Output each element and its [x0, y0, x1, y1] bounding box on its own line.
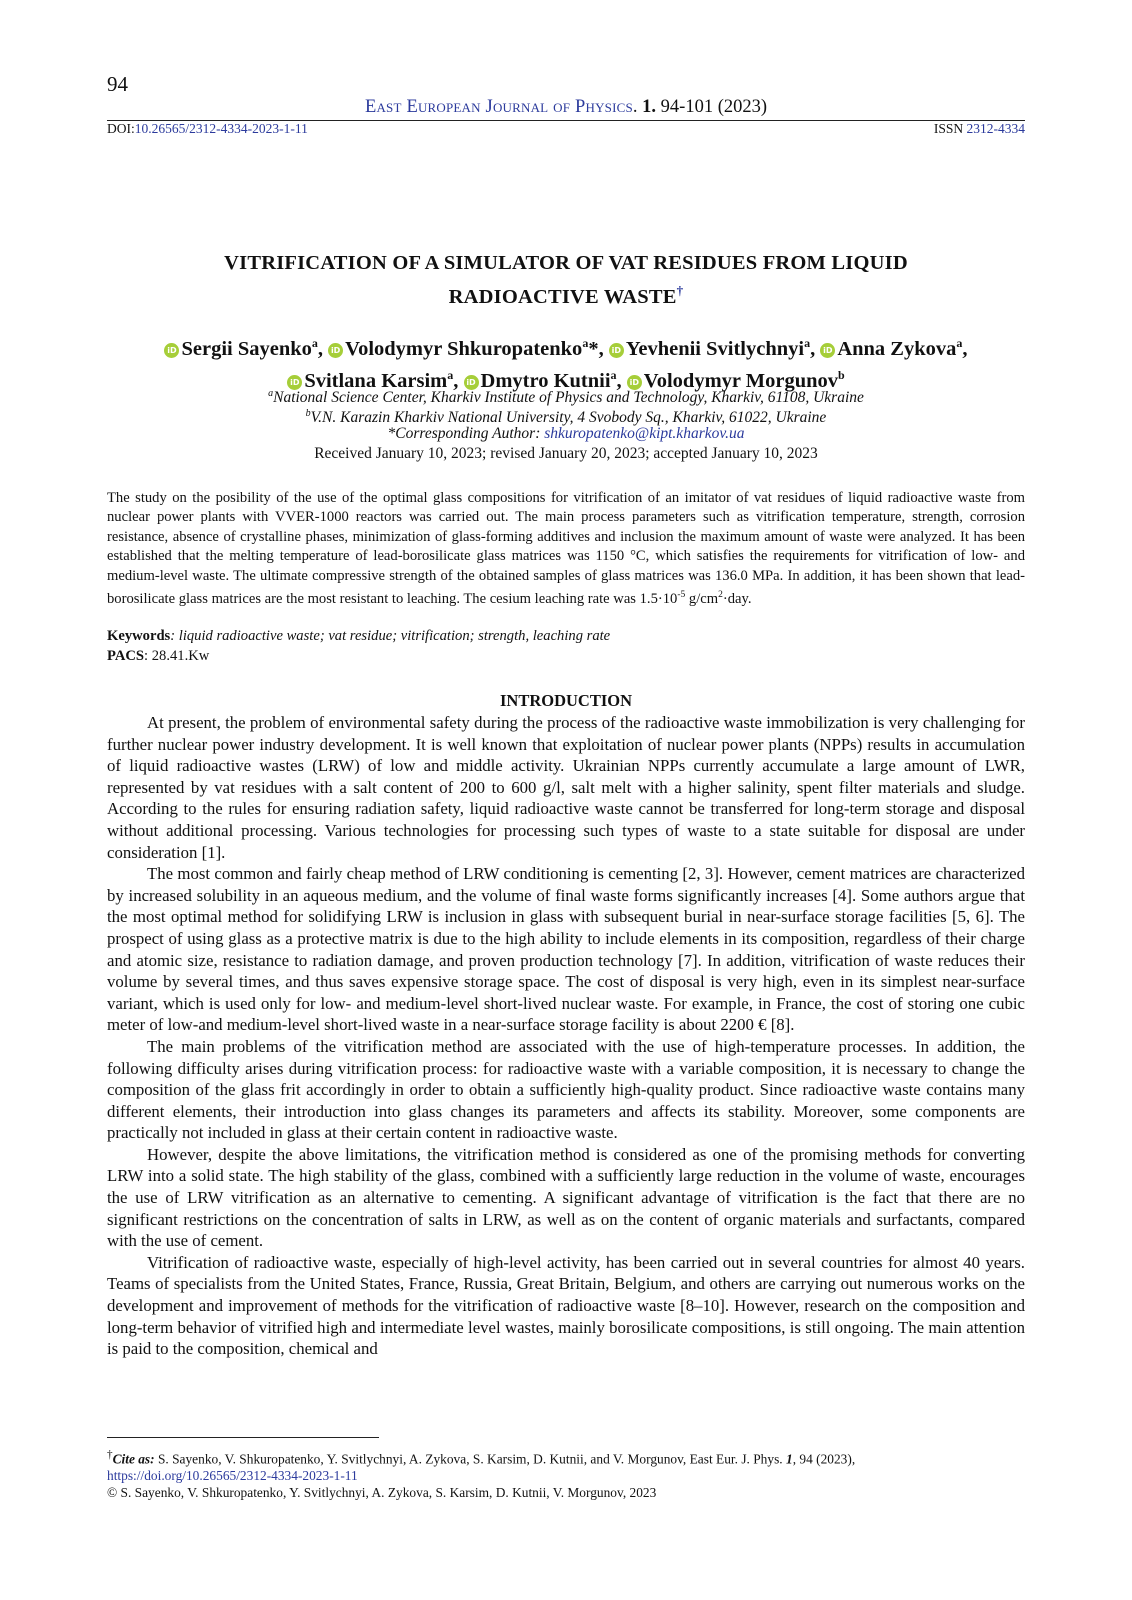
author: iD Anna Zykova$^a$, [820, 338, 967, 360]
paragraph: At present, the problem of environmental safety during the process of the radioactive waste immobilization is very challenging for further nuclear power industry development. It is well known that exploitation of nuclear power plants (NPPs) results in accumulation of liquid radioactive wastes (LRW) of low and middle activity. Ukrainian NPPs currently accumulate a large amount of LWR, represented by vat residues with a salt content of 200 to 600 g/l, salt melt with a higher salinity, spent filter materials and sludge. According to the rules for ensuring radiation safety, liquid radioactive waste cannot be transferred for long-term storage and disposal without additional processing. Various technologies for processing such types of waste to a state suitable for disposal are under consideration [1]. [107, 713, 1025, 862]
received-dates: Received January 10, 2023; revised January 20, 2023; accepted January 10, 2023 [314, 445, 818, 462]
author: iD Sergii Sayenko$^a$, [164, 338, 328, 360]
author: iD Dmytro Kutnii$^a$, [464, 370, 627, 392]
orcid-icon[interactable]: iD [328, 343, 343, 358]
journal-name: East European Journal of Physics [364, 97, 633, 117]
pacs-code: : 28.41.Kw [144, 648, 210, 664]
keywords-text: : liquid radioactive waste; vat residue; vitrification; strength, leaching rate [170, 628, 611, 644]
copyright-notice: © S. Sayenko, V. Shkuropatenko, Y. Svitlychnyi, A. Zykova, S. Karsim, D. Kutnii, V. Morgunov, 2023 [107, 1485, 657, 1501]
introduction-body [107, 712, 1025, 1360]
citation-note: †Cite as: S. Sayenko, V. Shkuropatenko, Y. Svitlychnyi, A. Zykova, S. Karsim, D. Kutnii, and V. Morgunov, East Eur. J. Phys. 1, 94 (2023), https://doi.org/10.26565/2312-4334-2023-1-11 [107, 1449, 856, 1484]
affiliation-a: $^a$National Science Center, Kharkiv Institute of Physics and Technology, Kharkiv, 61108, Ukraine [268, 388, 864, 407]
abstract-text: The study on the posibility of the use of the optimal glass compositions for vitrification of an imitator of vat residues of liquid radioactive waste from nuclear power plants with VVER-1000 reactors was carried out. The main process parameters such as vitrification temperature, strength, corrosion resistance, absence of crystalline phases, minimization of glass-forming additives and inclusion the maximum amount of waste were analyzed. It has been established that the melting temperature of lead-borosilicate glass matrices was 1150 °C, which satisfies the requirements for vitrification of low- and medium-level waste. The ultimate compressive strength of the obtained samples of glass matrices was 136.0 MPa. In addition, it has been shown that lead-borosilicate glass matrices are the most resistant to leaching. The cesium leaching rate was $1.5\cdot 10^{-5}$ $g/cm^2\cdot day$. [107, 490, 1025, 607]
issn-label: ISSN [933, 121, 967, 136]
paper-title [150, 250, 982, 311]
pacs [107, 648, 209, 665]
doi-label: DOI: [107, 121, 135, 136]
title-line-1: VITRIFICATION OF A SIMULATOR OF VAT RESIDUES FROM LIQUID [224, 252, 908, 274]
doi-link[interactable]: 10.26565/2312-4334-2023-1-11 [134, 121, 308, 136]
title-line-2: RADIOACTIVE WASTE† [448, 283, 684, 308]
paragraph: Vitrification of radioactive waste, especially of high-level activity, has been carried out in several countries for almost 40 years. Teams of specialists from the United States, France, Russia, Great Britain, Belgium, and others are carrying out numerous works on the development and improvement of methods for the vitrification of radioactive waste [8–10]. However, research on the composition and long-term behavior of vitrified high and intermediate level wastes, mainly borosilicate compositions, is still ongoing. The main attention is paid to the composition, chemical and [107, 1252, 1025, 1359]
orcid-icon[interactable]: iD [164, 343, 179, 358]
title-footnote-mark[interactable]: † [676, 283, 684, 298]
journal-pages-year: 94-101 (2023) [656, 97, 768, 117]
citation-doi-link[interactable]: https://doi.org/10.26565/2312-4334-2023-1-11 [107, 1468, 358, 1484]
orcid-icon[interactable]: iD [627, 375, 642, 390]
footnote [107, 1447, 1025, 1501]
journal-volume: 1. [642, 97, 657, 117]
corresponding-email-link[interactable]: shkuropatenko@kipt.kharkov.ua [544, 425, 745, 442]
orcid-icon[interactable]: iD [609, 343, 624, 358]
issn [934, 121, 1025, 137]
journal-separator: . [632, 97, 643, 117]
affiliation-b: $^b$V.N. Karazin Kharkiv National University, 4 Svobody Sq., Kharkiv, 61022, Ukraine [305, 408, 827, 427]
corresponding-author: *Corresponding Author: shkuropatenko@kipt.kharkov.ua [387, 425, 745, 442]
orcid-icon[interactable]: iD [287, 375, 302, 390]
issn-link[interactable]: 2312-4334 [966, 121, 1025, 136]
author: iD Svitlana Karsim$^a$, [287, 370, 463, 392]
paragraph: The most common and fairly cheap method of LRW conditioning is cementing [2, 3]. However, cement matrices are characterized by increased solubility in an aqueous medium, and the volume of final waste forms significantly increases [4]. Some authors argue that the most optimal method for solidifying LRW is inclusion in glass with subsequent burial in near-surface storage facilities [5, 6]. The prospect of using glass as a protective matrix is due to the high ability to include elements in its composition, regardless of their charge and atomic size, resistance to radiation damage, and proven production technology [7]. In addition, vitrification of waste reduces their volume by several times, and thus saves expensive storage space. The cost of disposal is very high, even in its simplest near-surface variant, which is used only for low- and medium-level short-lived nuclear waste. For example, in France, the cost of storing one cubic meter of low-and medium-level short-lived waste in a near-surface storage facility is about 2200 € [8]. [107, 864, 1025, 1035]
doi [107, 121, 308, 137]
paragraph: The main problems of the vitrification method are associated with the use of high-temperature processes. In addition, the following difficulty arises during vitrification process: for radioactive waste with a variable composition, it is necessary to change the composition of the glass frit accordingly in order to obtain a sufficiently high-quality product. Since radioactive waste contains many different elements, their introduction into glass changes its parameters and affects its stability. Moreover, some components are practically not included in glass at their certain content in radioactive waste. [107, 1036, 1025, 1143]
author: iD Volodymyr Morgunov$^b$ [627, 370, 845, 392]
keywords-label: Keywords [107, 628, 171, 644]
pacs-label: PACS [107, 648, 145, 664]
footnote-rule [107, 1437, 379, 1438]
journal-header [0, 97, 1132, 118]
orcid-icon[interactable]: iD [464, 375, 479, 390]
keywords [107, 628, 610, 645]
abstract [107, 489, 1025, 609]
doi-line [107, 121, 1025, 137]
author: iD Volodymyr Shkuropatenko$^a$*, [328, 338, 609, 360]
author: iD Yevhenii Svitlychnyi$^a$, [609, 338, 821, 360]
section-heading-introduction: INTRODUCTION [499, 691, 633, 710]
author-line-1 [90, 330, 1042, 362]
paragraph: However, despite the above limitations, the vitrification method is considered as one of the promising methods for converting LRW into a solid state. The high stability of the glass, combined with a sufficiently large reduction in the volume of waste, encourages the use of LRW vitrification as an alternative to cementing. A significant advantage of vitrification is the fact that there are no significant restrictions on the concentration of salts in LRW, as well as on the content of organic materials and surfactants, compared with the use of cement. [107, 1144, 1025, 1251]
orcid-icon[interactable]: iD [820, 343, 835, 358]
page-number: 94 [107, 72, 128, 96]
